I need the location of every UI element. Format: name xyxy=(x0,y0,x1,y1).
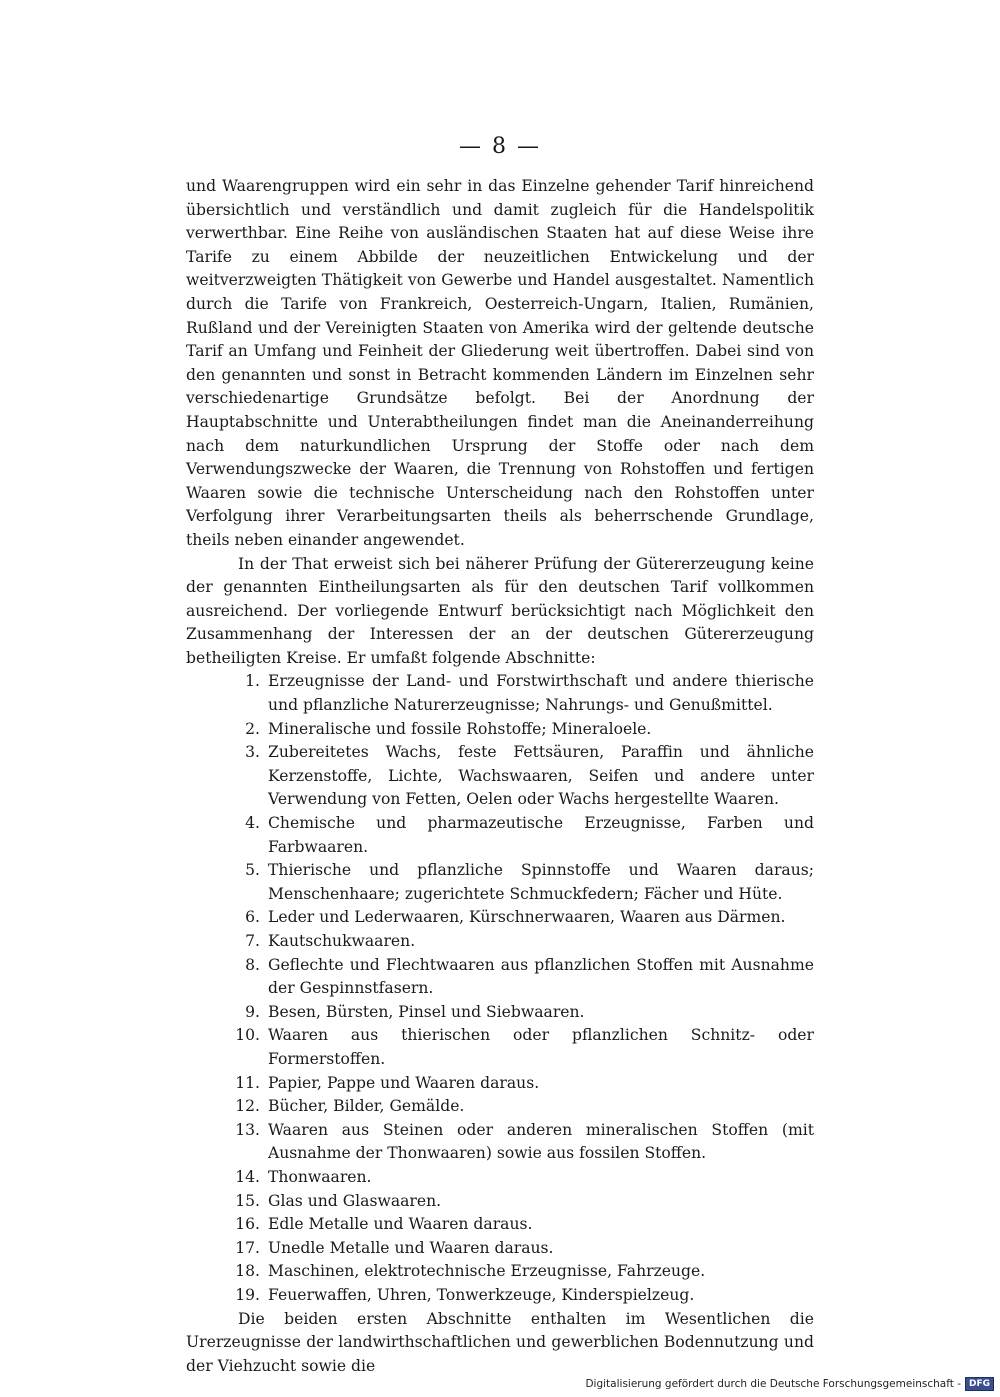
list-item-text: Erzeugnisse der Land- und Forstwirthschaft und andere thierische und pflanzliche Naturerzeugnisse; Nahrungs- und Genußmittel. xyxy=(268,672,814,715)
dfg-logo: DFG xyxy=(965,1377,994,1391)
list-item xyxy=(186,741,814,812)
list-item-text: Maschinen, elektrotechnische Erzeugnisse, Fahrzeuge. xyxy=(268,1262,706,1281)
paragraph-1: und Waarengruppen wird ein sehr in das Einzelne gehender Tarif hinreichend übersichtlich und verständlich und damit zugleich für die Handelspolitik verwerthbar. Eine Reihe von ausländischen Staaten hat auf diese Weise ihre Tarife zu einem Abbilde der neuzeitlichen Entwickelung und der weitverzweigten Thätigkeit von Gewerbe und Handel ausgestaltet. Namentlich durch die Tarife von Frankreich, Oesterreich-Ungarn, Italien, Rumänien, Rußland und der Vereinigten Staaten von Amerika wird der geltende deutsche Tarif an Umfang und Feinheit der Gliederung weit übertroffen. Dabei sind von den genannten und sonst in Betracht kommenden Ländern im Einzelnen sehr verschiedenartige Grundsätze befolgt. Bei der Anordnung der Hauptabschnitte und Unterabtheilungen findet man die Aneinanderreihung nach dem naturkundlichen Ursprung der Stoffe oder nach dem Verwendungszwecke der Waaren, die Trennung von Rohstoffen und fertigen Waaren sowie die technische Unterscheidung nach den Rohstoffen unter Verfolgung ihrer Verarbeitungsarten theils als beherrschende Grundlage, theils neben einander angewendet. xyxy=(186,177,814,549)
list-item-text: Edle Metalle und Waaren daraus. xyxy=(268,1215,533,1234)
list-item-number: 11. xyxy=(235,1073,260,1092)
list-item-number: 6. xyxy=(245,908,260,927)
list-item-number: 5. xyxy=(245,861,260,880)
list-item xyxy=(186,954,814,1001)
list-item-text: Papier, Pappe und Waaren daraus. xyxy=(268,1073,540,1092)
list-item xyxy=(186,1237,814,1261)
page-number: — 8 — xyxy=(459,134,541,159)
list-item xyxy=(186,1072,814,1096)
list-item-text: Waaren aus thierischen oder pflanzlichen Schnitz- oder Formerstoffen. xyxy=(268,1026,814,1068)
credit-text: Digitalisierung gefördert durch die Deutsche Forschungsgemeinschaft - xyxy=(585,1378,961,1390)
list-item-number: 15. xyxy=(235,1191,260,1210)
list-item xyxy=(186,1119,814,1166)
list-item xyxy=(186,1166,814,1190)
list-item-text: Geflechte und Flechtwaaren aus pflanzlichen Stoffen mit Ausnahme der Gespinnstfasern. xyxy=(268,955,814,998)
list-item-number: 2. xyxy=(245,719,260,738)
list-item xyxy=(186,1024,814,1071)
list-item-number: 7. xyxy=(245,932,260,950)
list-item xyxy=(186,1284,814,1308)
section-list xyxy=(186,670,814,1307)
list-item-text: Thierische und pflanzliche Spinnstoffe und Waaren daraus; Menschenhaare; zugerichtete Schmuckfedern; Fächer und Hüte. xyxy=(268,861,814,903)
list-item-number: 18. xyxy=(235,1262,260,1281)
list-item-number: 4. xyxy=(245,814,260,833)
list-item xyxy=(186,859,814,906)
list-item-text: Mineralische und fossile Rohstoffe; Mineraloele. xyxy=(268,719,652,738)
list-item xyxy=(186,1001,814,1025)
list-item-text: Thonwaaren. xyxy=(268,1167,372,1186)
list-item-text: Waaren aus Steinen oder anderen mineralischen Stoffen (mit Ausnahme der Thonwaaren) sowie aus fossilen Stoffen. xyxy=(268,1120,814,1163)
digitization-credit xyxy=(585,1377,994,1391)
list-item-text: Kautschukwaaren. xyxy=(268,932,416,950)
list-item-number: 17. xyxy=(235,1238,260,1257)
list-item-number: 8. xyxy=(245,955,260,974)
list-item xyxy=(186,1095,814,1119)
list-item xyxy=(186,906,814,930)
list-item xyxy=(186,1213,814,1237)
list-item-text: Zubereitetes Wachs, feste Fettsäuren, Paraffin und ähnliche Kerzenstoffe, Lichte, Wachswaaren, Seifen und andere unter Verwendung von Fetten, Oelen oder Wachs hergestellte Waaren. xyxy=(268,743,814,809)
paragraph-3: Die beiden ersten Abschnitte enthalten im Wesentlichen die Urerzeugnisse der landwirthschaftlichen und gewerblichen Bodennutzung und der Viehzucht sowie die xyxy=(186,1309,814,1375)
list-item-number: 14. xyxy=(235,1167,260,1186)
list-item-number: 16. xyxy=(235,1215,260,1234)
list-item xyxy=(186,930,814,954)
list-item-number: 13. xyxy=(235,1120,260,1139)
list-item-number: 9. xyxy=(245,1002,260,1021)
list-item-text: Bücher, Bilder, Gemälde. xyxy=(268,1097,465,1116)
list-item xyxy=(186,670,814,717)
list-item-text: Feuerwaffen, Uhren, Tonwerkzeuge, Kinderspielzeug. xyxy=(268,1285,695,1304)
list-item-text: Unedle Metalle und Waaren daraus. xyxy=(268,1238,554,1257)
list-item-number: 10. xyxy=(235,1026,260,1045)
list-item xyxy=(186,1260,814,1284)
body-text xyxy=(186,175,814,1378)
list-item-text: Chemische und pharmazeutische Erzeugnisse, Farben und Farbwaaren. xyxy=(268,814,814,856)
list-item-number: 19. xyxy=(235,1285,260,1304)
list-item xyxy=(186,718,814,742)
list-item-number: 1. xyxy=(245,672,260,691)
list-item-text: Glas und Glaswaaren. xyxy=(268,1191,442,1210)
list-item-number: 12. xyxy=(235,1097,260,1116)
paragraph-2: In der That erweist sich bei näherer Prüfung der Gütererzeugung keine der genannten Eintheilungsarten als für den deutschen Tarif vollkommen ausreichend. Der vorliegende Entwurf berücksichtigt nach Möglichkeit den Zusammenhang der Interessen der an der deutschen Gütererzeugung betheiligten Kreise. Er umfaßt folgende Abschnitte: xyxy=(186,554,814,667)
list-item-text: Besen, Bürsten, Pinsel und Siebwaaren. xyxy=(268,1002,585,1021)
list-item xyxy=(186,812,814,859)
list-item xyxy=(186,1190,814,1214)
list-item-text: Leder und Lederwaaren, Kürschnerwaaren, Waaren aus Därmen. xyxy=(268,908,786,927)
list-item-number: 3. xyxy=(245,743,260,762)
